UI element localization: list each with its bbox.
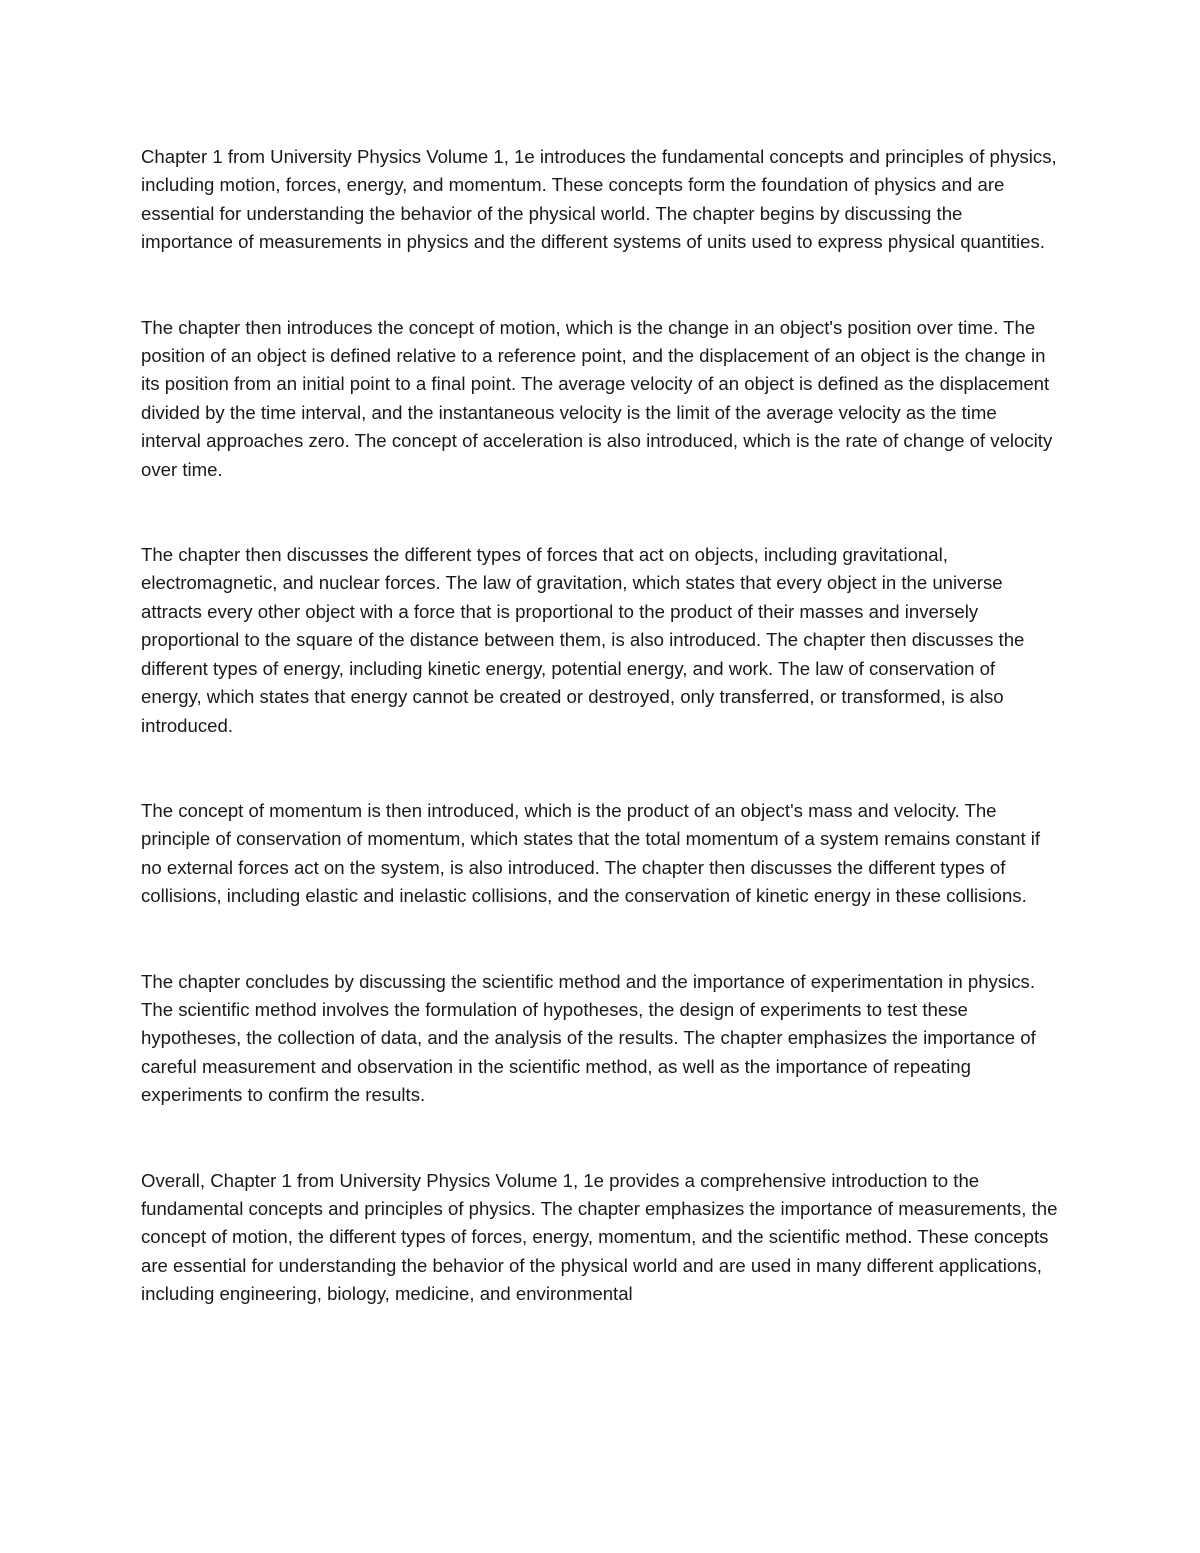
document-body <box>141 143 1059 1309</box>
paragraph-momentum: The concept of momentum is then introduced, which is the product of an object's mass and velocity. The principle of conservation of momentum, which states that the total momentum of a system remains constant if no external forces act on the system, is also introduced. The chapter then discusses the different types of collisions, including elastic and inelastic collisions, and the conservation of kinetic energy in these collisions. <box>141 799 1041 907</box>
paragraph-scientific-method: The chapter concludes by discussing the scientific method and the importance of experimentation in physics. The scientific method involves the formulation of hypotheses, the design of experiments to test these hypotheses, the collection of data, and the analysis of the results. The chapter emphasizes the importance of careful measurement and observation in the scientific method, as well as the importance of repeating experiments to confirm the results. <box>141 970 1036 1106</box>
paragraph-spacer <box>141 484 1059 541</box>
paragraph-motion: The chapter then introduces the concept of motion, which is the change in an object's position over time. The position of an object is defined relative to a reference point, and the displacement of an object is the change in its position from an initial point to a final point. The average velocity of an object is defined as the displacement divided by the time interval, and the instantaneous velocity is the limit of the average velocity as the time interval approaches zero. The concept of acceleration is also introduced, which is the rate of change of velocity over time. <box>141 316 1053 480</box>
paragraph-spacer <box>141 1110 1059 1167</box>
paragraph-spacer <box>141 257 1059 314</box>
paragraph-overall: Overall, Chapter 1 from University Physics Volume 1, 1e provides a comprehensive introduction to the fundamental concepts and principles of physics. The chapter emphasizes the importance of measurements, the concept of motion, the different types of forces, energy, momentum, and the scientific method. These concepts are essential for understanding the behavior of the physical world and are used in many different applications, including engineering, biology, medicine, and environmental <box>141 1169 1058 1305</box>
paragraph-forces-energy: The chapter then discusses the different types of forces that act on objects, including gravitational, electromagnetic, and nuclear forces. The law of gravitation, which states that every object in the universe attracts every other object with a force that is proportional to the product of their masses and inversely proportional to the square of the distance between them, is also introduced. The chapter then discusses the different types of energy, including kinetic energy, potential energy, and work. The law of conservation of energy, which states that energy cannot be created or destroyed, only transferred, or transformed, is also introduced. <box>141 544 1025 736</box>
paragraph-spacer <box>141 740 1059 797</box>
paragraph-spacer <box>141 911 1059 968</box>
paragraph-introduction: Chapter 1 from University Physics Volume 1, 1e introduces the fundamental concepts and principles of physics, including motion, forces, energy, and momentum. These concepts form the foundation of physics and are essential for understanding the behavior of the physical world. The chapter begins by discussing the importance of measurements in physics and the different systems of units used to express physical quantities. <box>141 146 1057 253</box>
